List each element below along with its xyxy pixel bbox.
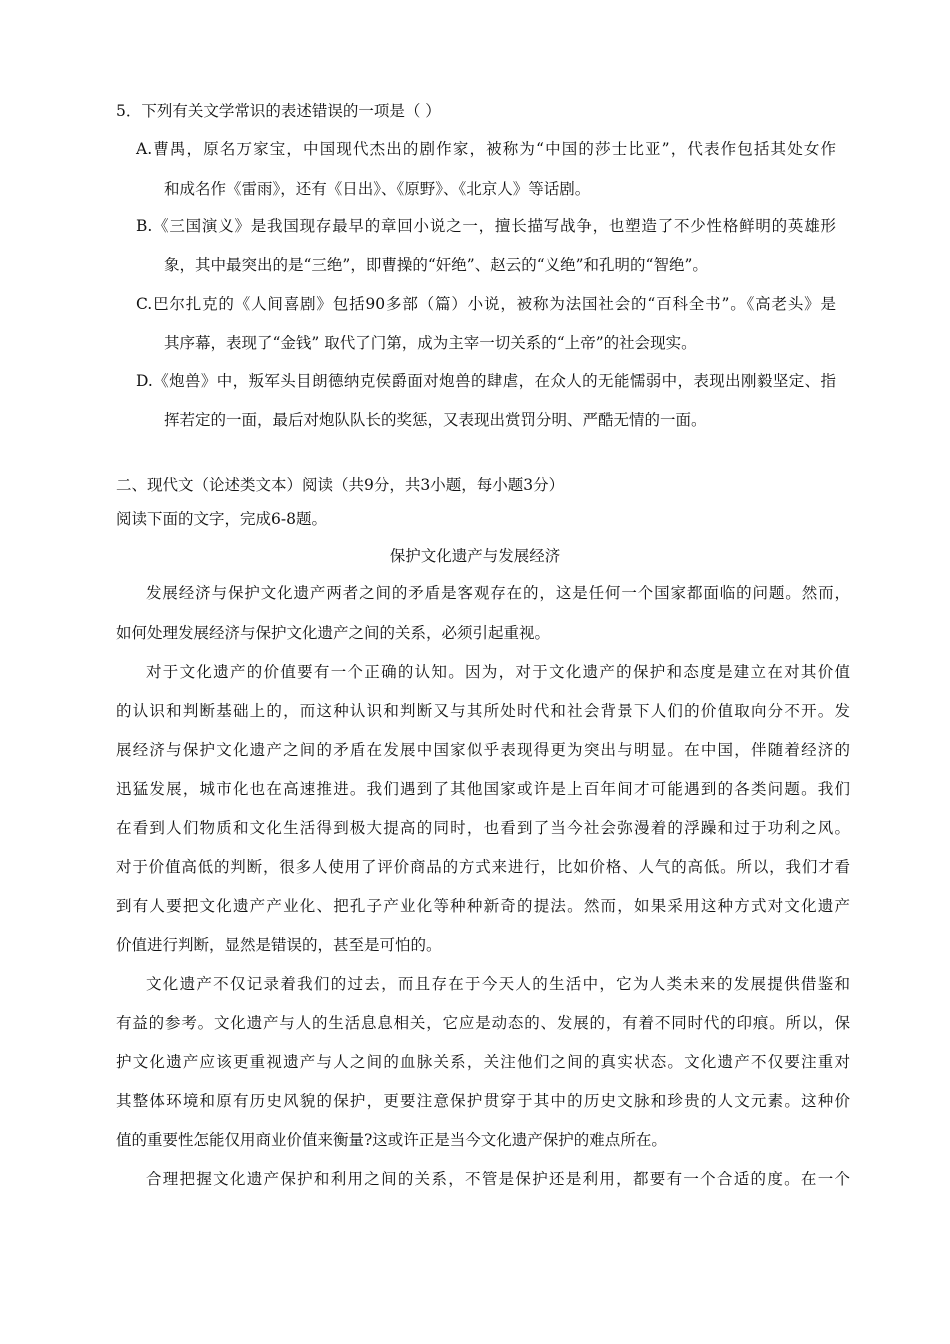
option-c-line-2: 其序幕，表现了“金钱” 取代了门第，成为主宰一切关系的“上帝”的社会现实。 [164,334,697,352]
paragraph-1-line-2: 如何处理发展经济与保护文化遗产之间的关系，必须引起重视。 [116,624,551,642]
paragraph-2-line-1: 对于文化遗产的价值要有一个正确的认知。因为，对于文化遗产的保护和态度是建立在对其价值 [146,663,850,681]
option-d-line-1: D.《炮兽》中，叛军头目朗德纳克侯爵面对炮兽的肆虐，在众人的无能懦弱中，表现出刚毅坚定、指 [136,372,836,390]
option-b-line-2: 象，其中最突出的是“三绝”，即曹操的“奸绝”、赵云的“义绝”和孔明的“智绝”。 [164,256,708,274]
question-5-stem: 5．下列有关文学常识的表述错误的一项是（ ） [116,102,441,120]
option-a-line-1: A.曹禺，原名万家宝，中国现代杰出的剧作家，被称为“中国的莎士比亚”，代表作包括其处女作 [136,140,836,158]
paragraph-2-line-2: 的认识和判断基础上的，而这种认识和判断又与其所处时代和社会背景下人们的价值取向分不开。发 [116,702,850,720]
paragraph-3-line-5: 值的重要性怎能仅用商业价值来衡量?这或许正是当今文化遗产保护的难点所在。 [116,1131,667,1149]
paragraph-2-line-3: 展经济与保护文化遗产之间的矛盾在发展中国家似乎表现得更为突出与明显。在中国，伴随着经济的 [116,741,850,759]
paragraph-3-line-2: 有益的参考。文化遗产与人的生活息息相关，它应是动态的、发展的，有着不同时代的印痕。所以，保 [116,1014,850,1032]
paragraph-3-line-1: 文化遗产不仅记录着我们的过去，而且存在于今天人的生活中，它为人类未来的发展提供借鉴和 [146,975,850,993]
section-heading: 二、现代文（论述类文本）阅读（共9分，共3小题，每小题3分） [116,476,565,494]
paragraph-1-line-1: 发展经济与保护文化遗产两者之间的矛盾是客观存在的，这是任何一个国家都面临的问题。然而， [146,584,850,602]
paragraph-3-line-4: 其整体环境和原有历史风貌的保护，更要注意保护贯穿于其中的历史文脉和珍贵的人文元素。这种价 [116,1092,850,1110]
paragraph-2-line-7: 到有人要把文化遗产产业化、把孔子产业化等种种新奇的提法。然而，如果采用这种方式对文化遗产 [116,897,850,915]
paragraph-4-line-1: 合理把握文化遗产保护和利用之间的关系，不管是保护还是利用，都要有一个合适的度。在一个 [146,1170,850,1188]
reading-instruction: 阅读下面的文字，完成6-8题。 [116,510,327,528]
paragraph-2-line-4: 迅猛发展，城市化也在高速推进。我们遇到了其他国家或许是上百年间才可能遇到的各类问题。我们 [116,780,850,798]
option-a-line-2: 和成名作《雷雨》，还有《日出》、《原野》、《北京人》等话剧。 [164,180,591,198]
article-title: 保护文化遗产与发展经济 [389,547,561,565]
option-c-line-1: C.巴尔扎克的《人间喜剧》包括90多部（篇）小说，被称为法国社会的“百科全书”。《高老头》是 [136,295,836,313]
option-b-line-1: B.《三国演义》是我国现存最早的章回小说之一，擅长描写战争，也塑造了不少性格鲜明的英雄形 [136,217,836,235]
paragraph-2-line-5: 在看到人们物质和文化生活得到极大提高的同时，也看到了当今社会弥漫着的浮躁和过于功利之风。 [116,819,850,837]
paragraph-2-line-8: 价值进行判断，显然是错误的，甚至是可怕的。 [116,936,442,954]
paragraph-2-line-6: 对于价值高低的判断，很多人使用了评价商品的方式来进行，比如价格、人气的高低。所以，我们才看 [116,858,850,876]
option-d-line-2: 挥若定的一面，最后对炮队队长的奖惩，又表现出赏罚分明、严酷无情的一面。 [164,411,707,429]
paragraph-3-line-3: 护文化遗产应该更重视遗产与人之间的血脉关系，关注他们之间的真实状态。文化遗产不仅要注重对 [116,1053,850,1071]
